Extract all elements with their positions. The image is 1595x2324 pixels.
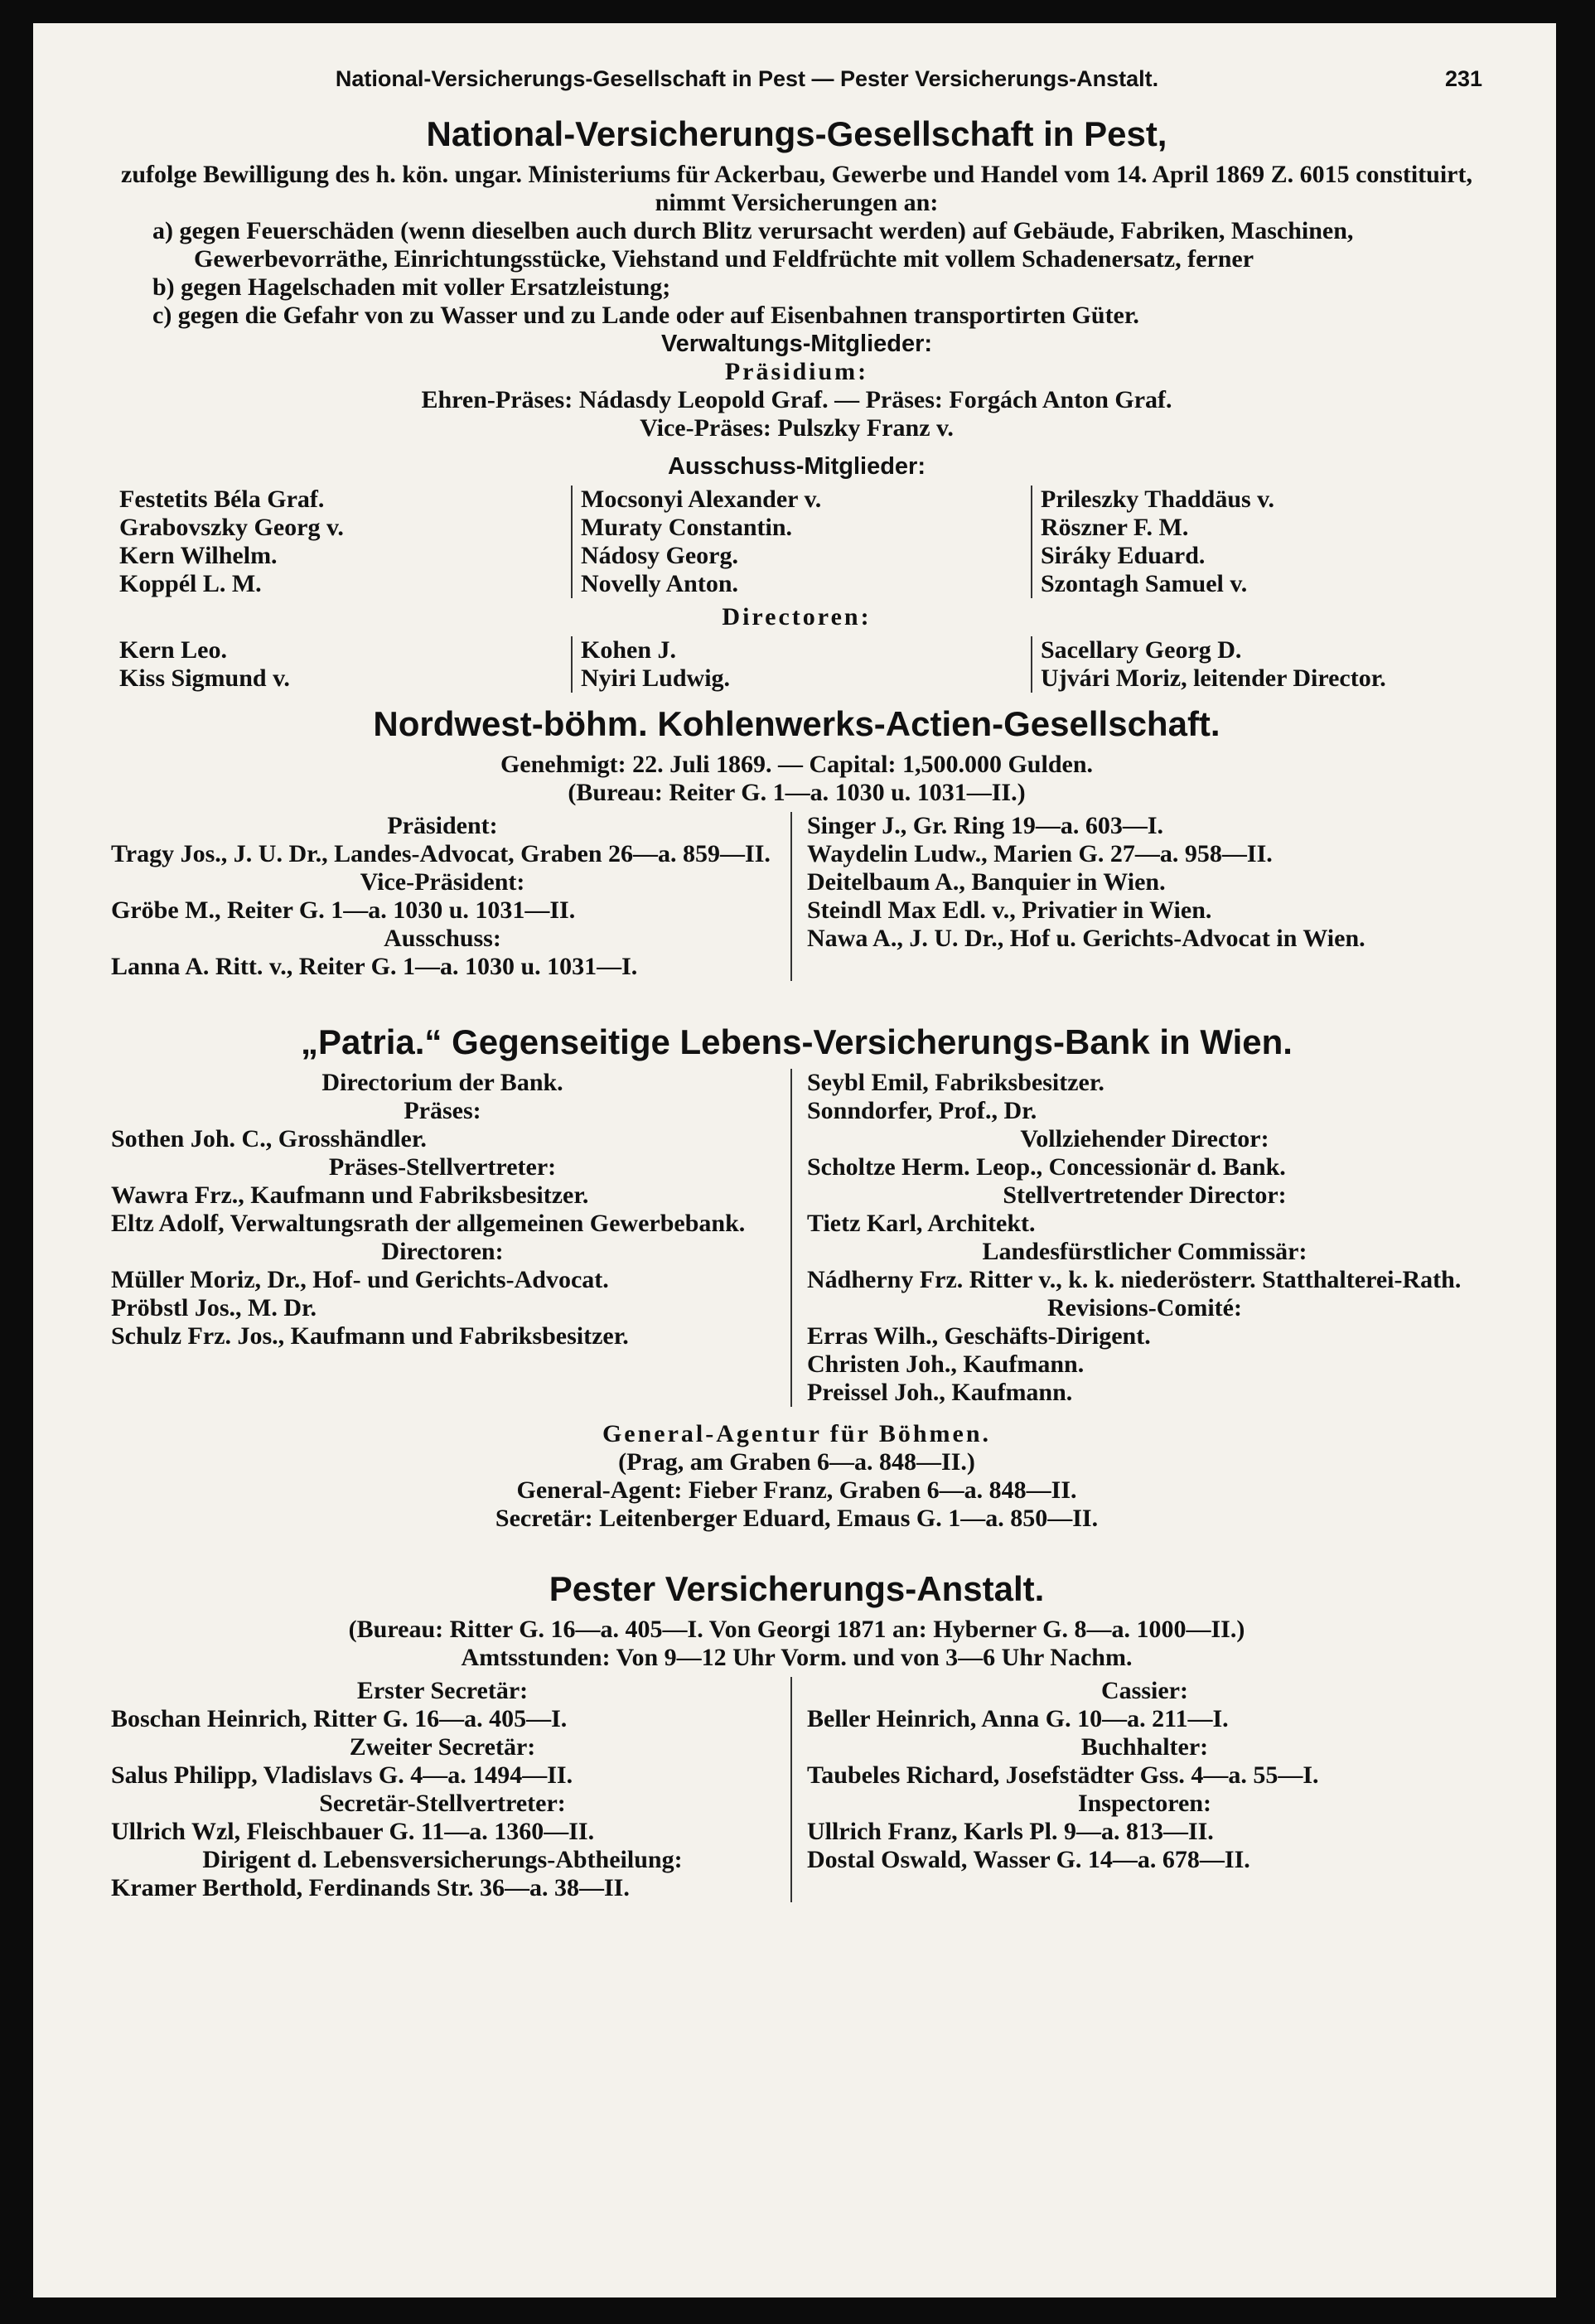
role-label: Ausschuss: (384, 925, 501, 952)
role-label: Secretär-Stellvertreter: (319, 1790, 566, 1817)
role-label: Cassier: (1101, 1677, 1188, 1704)
role-label: Präsident: (387, 812, 498, 839)
member: Novelly Anton. (581, 570, 739, 597)
entry: Boschan Heinrich, Ritter G. 16—a. 405—I. (111, 1705, 568, 1732)
section-national (111, 114, 1482, 693)
role-label: Präses-Stellvertreter: (328, 1153, 557, 1181)
entry: Erras Wilh., Geschäfts-Dirigent. (807, 1322, 1151, 1350)
entry: Tragy Jos., J. U. Dr., Landes-Advocat, Graben 26—a. 859—II. (111, 840, 771, 867)
role-label: Erster Secretär: (356, 1677, 529, 1704)
column (1031, 486, 1482, 598)
entry: Gröbe M., Reiter G. 1—a. 1030 u. 1031—II. (111, 896, 576, 924)
patria-columns (111, 1069, 1482, 1407)
spacer (111, 986, 1482, 1011)
director: Ujvári Moriz, leitender Director. (1041, 664, 1386, 692)
entry: Taubeles Richard, Josefstädter Gss. 4—a. 55—I. (807, 1761, 1319, 1789)
praesidium-heading: Präsidium: (724, 358, 869, 385)
column (571, 486, 1010, 598)
section-title: Nordwest-böhm. Kohlenwerks-Actien-Gesellschaft. (373, 704, 1220, 743)
secretaer-line: Secretär: Leitenberger Eduard, Emaus G. 1—a. 850—II. (495, 1505, 1099, 1532)
section-title: Pester Versicherungs-Anstalt. (549, 1569, 1045, 1608)
entry: Deitelbaum A., Banquier in Wien. (807, 868, 1166, 896)
intro-text: zufolge Bewilligung des h. kön. ungar. Ministeriums für Ackerbau, Gewerbe und Handel vom 14. April 1869 Z. 6015 constituirt, nimmt Versicherungen an: (121, 161, 1472, 216)
role-label: Inspectoren: (1077, 1790, 1212, 1817)
bureau-line: (Bureau: Reiter G. 1—a. 1030 u. 1031—II.) (568, 779, 1026, 806)
member: Prileszky Thaddäus v. (1041, 486, 1275, 513)
entry: Müller Moriz, Dr., Hof- und Gerichts-Advocat. (111, 1266, 609, 1293)
role-label: Vice-Präsident: (360, 868, 525, 896)
entry: Wawra Frz., Kaufmann und Fabriksbesitzer. (111, 1181, 589, 1209)
directoren-columns (111, 636, 1482, 693)
director: Nyiri Ludwig. (581, 664, 731, 692)
column (571, 636, 1010, 693)
member: Grabovszky Georg v. (119, 514, 344, 541)
entry: Steindl Max Edl. v., Privatier in Wien. (807, 896, 1212, 924)
member: Koppél L. M. (119, 570, 262, 597)
director: Kiss Sigmund v. (119, 664, 290, 692)
member: Mocsonyi Alexander v. (581, 486, 822, 513)
role-label: Revisions-Comité: (1047, 1294, 1242, 1321)
page-content (111, 65, 1482, 1907)
insurance-list (152, 217, 1482, 330)
section-pester (111, 1569, 1482, 1902)
member: Kern Wilhelm. (119, 542, 278, 569)
pester-columns (111, 1677, 1482, 1902)
director: Kohen J. (581, 636, 677, 664)
entry: Seybl Emil, Fabriksbesitzer. (807, 1069, 1104, 1096)
entry: Singer J., Gr. Ring 19—a. 603—I. (807, 812, 1164, 839)
director: Kern Leo. (119, 636, 227, 664)
ausschuss-heading: Ausschuss-Mitglieder: (668, 453, 926, 480)
entry: Sonndorfer, Prof., Dr. (807, 1097, 1037, 1124)
entry: Nawa A., J. U. Dr., Hof u. Gerichts-Advocat in Wien. (807, 925, 1365, 952)
agentur-address: (Prag, am Graben 6—a. 848—II.) (618, 1448, 975, 1476)
column (1031, 636, 1482, 693)
general-agent-line: General-Agent: Fieber Franz, Graben 6—a. 848—II. (516, 1476, 1077, 1504)
role-label: Landesfürstlicher Commissär: (982, 1238, 1307, 1265)
entry: Dostal Oswald, Wasser G. 14—a. 678—II. (807, 1846, 1250, 1873)
role-label: Präses: (404, 1097, 481, 1124)
spacer (111, 1533, 1482, 1558)
role-label: Stellvertretender Director: (1003, 1181, 1287, 1209)
right-column (790, 812, 1482, 981)
member: Festetits Béla Graf. (119, 486, 325, 513)
directoren-heading: Directoren: (722, 603, 872, 631)
section-patria (111, 1022, 1482, 1533)
right-column (790, 1069, 1482, 1407)
member: Röszner F. M. (1041, 514, 1189, 541)
page-number: 231 (1444, 66, 1482, 91)
entry: Salus Philipp, Vladislavs G. 4—a. 1494—II. (111, 1761, 573, 1789)
member: Szontagh Samuel v. (1041, 570, 1248, 597)
member: Muraty Constantin. (581, 514, 793, 541)
entry: Sothen Joh. C., Grosshändler. (111, 1125, 427, 1152)
bureau-line: (Bureau: Ritter G. 16—a. 405—I. Von Georgi 1871 an: Hyberner G. 8—a. 1000—II.) (348, 1616, 1245, 1643)
left-column (111, 1069, 774, 1407)
member: Nádosy Georg. (581, 542, 738, 569)
member: Siráky Eduard. (1041, 542, 1206, 569)
entry: Preissel Joh., Kaufmann. (807, 1379, 1073, 1406)
ausschuss-columns (111, 486, 1482, 598)
left-column (111, 812, 774, 981)
entry: Eltz Adolf, Verwaltungsrath der allgemeinen Gewerbebank. (111, 1210, 746, 1237)
vice-praeses-line: Vice-Präses: Pulszky Franz v. (640, 414, 954, 442)
list-item: c) gegen die Gefahr von zu Wasser und zu Lande oder auf Eisenbahnen transportirten Güter. (152, 302, 1139, 329)
book-page (33, 23, 1556, 2297)
column (111, 486, 550, 598)
section-title: National-Versicherungs-Gesellschaft in Pest, (426, 114, 1167, 153)
running-header (111, 65, 1482, 103)
verwaltung-heading: Verwaltungs-Mitglieder: (660, 331, 933, 357)
role-label: Dirigent d. Lebensversicherungs-Abtheilung: (202, 1846, 683, 1873)
entry: Lanna A. Ritt. v., Reiter G. 1—a. 1030 u. 1031—I. (111, 953, 638, 980)
entry: Kramer Berthold, Ferdinands Str. 36—a. 38—II. (111, 1874, 630, 1901)
column (111, 636, 550, 693)
role-label: Directorium der Bank. (321, 1069, 563, 1096)
entry: Ullrich Franz, Karls Pl. 9—a. 813—II. (807, 1818, 1214, 1845)
list-item: a) gegen Feuerschäden (wenn dieselben auch durch Blitz verursacht werden) auf Gebäude, Fabriken, Maschinen, Gewerbevorräthe, Einrichtungsstücke, Viehstand und Feldfrüchte mit vollem Schadenersatz, ferner (152, 217, 1354, 273)
agentur-heading: General-Agentur für Böhmen. (602, 1420, 992, 1447)
entry: Pröbstl Jos., M. Dr. (111, 1294, 317, 1321)
entry: Scholtze Herm. Leop., Concessionär d. Bank. (807, 1153, 1286, 1181)
capital-line: Genehmigt: 22. Juli 1869. — Capital: 1,500.000 Gulden. (500, 751, 1094, 778)
entry: Beller Heinrich, Anna G. 10—a. 211—I. (807, 1705, 1229, 1732)
entry: Waydelin Ludw., Marien G. 27—a. 958—II. (807, 840, 1273, 867)
left-column (111, 1677, 774, 1902)
role-label: Buchhalter: (1080, 1733, 1209, 1761)
nordwest-columns (111, 812, 1482, 981)
entry: Schulz Frz. Jos., Kaufmann und Fabriksbesitzer. (111, 1322, 629, 1350)
entry: Nádherny Frz. Ritter v., k. k. niederösterr. Statthalterei-Rath. (807, 1266, 1462, 1293)
role-label: Directoren: (381, 1238, 504, 1265)
entry: Ullrich Wzl, Fleischbauer G. 11—a. 1360—II. (111, 1818, 595, 1845)
running-title: National-Versicherungs-Gesellschaft in Pest — Pester Versicherungs-Anstalt. (335, 66, 1159, 91)
role-label: Vollziehender Director: (1020, 1125, 1269, 1152)
section-title: „Patria.“ Gegenseitige Lebens-Versicherungs-Bank in Wien. (301, 1022, 1293, 1061)
director: Sacellary Georg D. (1041, 636, 1242, 664)
entry: Tietz Karl, Architekt. (807, 1210, 1036, 1237)
right-column (790, 1677, 1482, 1902)
section-nordwest (111, 704, 1482, 981)
role-label: Zweiter Secretär: (349, 1733, 536, 1761)
list-item: b) gegen Hagelschaden mit voller Ersatzleistung; (152, 273, 671, 301)
praeses-line: Ehren-Präses: Nádasdy Leopold Graf. — Präses: Forgách Anton Graf. (421, 386, 1172, 413)
entry: Christen Joh., Kaufmann. (807, 1350, 1085, 1378)
amtsstunden-line: Amtsstunden: Von 9—12 Uhr Vorm. und von 3—6 Uhr Nachm. (461, 1644, 1133, 1671)
